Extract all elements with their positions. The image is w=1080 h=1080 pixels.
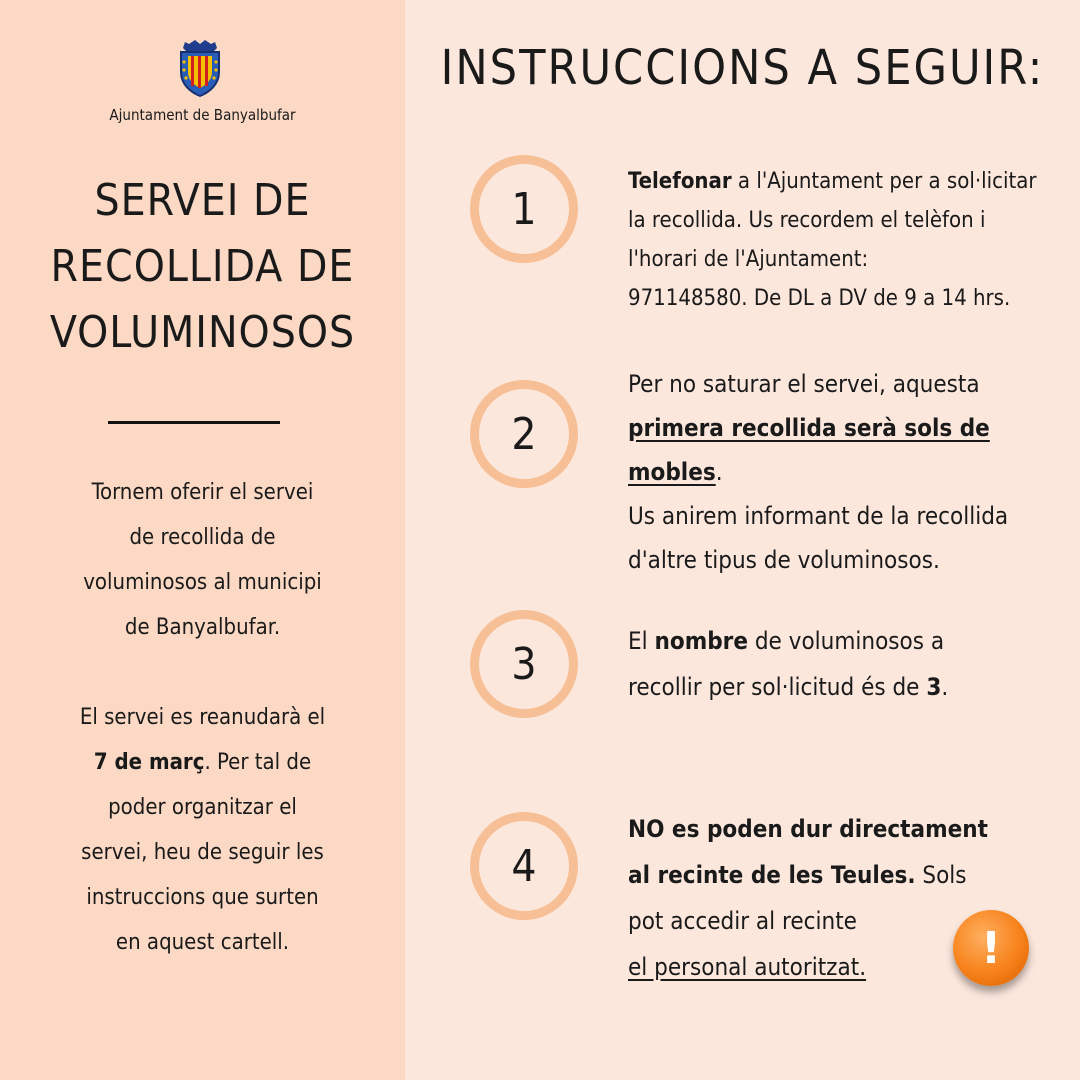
intro-line: de recollida de <box>129 525 276 550</box>
intro-line: poder organitzar el <box>108 795 297 820</box>
left-panel <box>0 0 405 1080</box>
intro-line: El servei es reanudarà el <box>79 705 326 730</box>
intro-line: Tornem oferir el servei <box>91 480 314 505</box>
step-2-text: Per no saturar el servei, aquesta primera recollida serà sols de mobles. Us anirem informant de la recollida d'altre tipus de voluminosos. <box>628 370 1009 574</box>
service-title-line: SERVEI DE <box>94 175 311 226</box>
step-number-2: 2 <box>470 380 578 488</box>
service-title-line: VOLUMINOSOS <box>49 307 356 358</box>
instructions-title: INSTRUCCIONS A SEGUIR: <box>440 40 1045 96</box>
intro-line: de Banyalbufar. <box>124 615 281 640</box>
step-number-4: 4 <box>470 812 578 920</box>
step-number-1: 1 <box>470 155 578 263</box>
service-title <box>0 168 405 366</box>
step-1-text: Telefonar a l'Ajuntament per a sol·licitar la recollida. Us recordem el telèfon i l'horari de l'Ajuntament: 971148580. De DL a DV de 9 a 14 hrs. <box>628 169 1037 311</box>
step-4-text: NO es poden dur directament al recinte de les Teules. Sols pot accedir al recinte el personal autoritzat. <box>628 815 988 981</box>
intro-line: voluminosos al municipi <box>83 570 322 595</box>
intro-text <box>40 470 365 965</box>
restart-date: 7 de març <box>93 750 205 775</box>
intro-line: instruccions que surten <box>86 885 319 910</box>
step-number-3: 3 <box>470 610 578 718</box>
coat-of-arms-icon <box>175 38 225 98</box>
exclamation-icon: ! <box>953 910 1029 986</box>
divider <box>108 421 280 424</box>
intro-line: servei, heu de seguir les <box>81 840 324 865</box>
step-3-text: El nombre de voluminosos a recollir per sol·licitud és de 3. <box>628 627 949 701</box>
org-name: Ajuntament de Banyalbufar <box>109 106 296 124</box>
intro-line: en aquest cartell. <box>115 930 290 955</box>
service-title-line: RECOLLIDA DE <box>50 241 355 292</box>
intro-line: 7 de març. Per tal de <box>93 750 312 775</box>
